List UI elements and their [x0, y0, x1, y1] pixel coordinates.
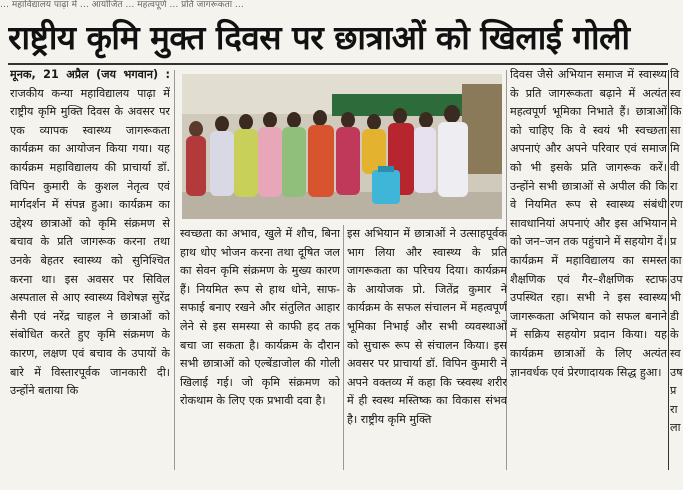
- group-photo: [182, 74, 502, 219]
- group-photo-icon: [182, 74, 502, 219]
- article-text: राजकीय कन्या महाविद्यालय पाढ़ा में राष्ट्रीय कृमि मुक्ति दिवस के अवसर पर एक व्यापक स्वास्थ्य जागरूकता कार्यक्रम का आयोजन किया गया। यह कार्यक्रम महाविद्यालय की प्राचार्या डॉ. विपिन कुमारी के कुशल नेतृत्व एवं मार्गदर्शन में संपन्न हुआ। कार्यक्रम का उद्देश्य छात्राओं को कृमि संक्रमण से बचाव के प्रति जागरूक करना तथा उनके बेहतर स्वास्थ्य को सुनिश्चित करना था। इस अवसर पर सिविल अस्पताल से आए स्वास्थ्य विशेषज्ञ सुरेंद्र सैनी एवं नरेंद्र चाहल ने छात्राओं को संबोधित करते हुए कृमि संक्रमण के कारण, लक्षण एवं बचाव के उपायों के बारे में विस्तारपूर्वक जानकारी दी। उन्होंने बताया कि: [10, 86, 170, 398]
- fragment-line: के: [670, 328, 679, 342]
- article-column-3: इस अभियान में छात्राओं ने उत्साहपूर्वक भाग लिया और स्वास्थ्य के प्रति जागरूकता का परिचय दिया। कार्यक्रम के आयोजक प्रो. जितेंद्र कुमार ने कार्यक्रम के सफल संचालन में महत्वपूर्ण भूमिका निभाई और सभी व्यवस्थाओं को सुचारू रूप से संचालन किया। इस अवसर पर प्राचार्या डॉ. विपिन कुमारी ने अपने वक्तव्य में कहा कि च्स्वस्थ शरीर में ही स्वस्थ मस्तिष्क का विकास संभव है। राष्ट्रीय कृमि मुक्ति: [347, 227, 507, 426]
- fragment-line: प्र: [670, 384, 677, 398]
- adjacent-article-fragments: [670, 66, 683, 476]
- fragment-line: स्व: [670, 86, 681, 100]
- fragment-line: वी: [670, 160, 680, 174]
- fragment-line: उष: [670, 365, 683, 379]
- article-column-2: स्वच्छता का अभाव, खुले में शौच, बिना हाथ धोए भोजन करना तथा दूषित जल का सेवन कृमि संक्रमण के मुख्य कारण हैं। नियमित रूप से हाथ धोने, साफ-सफाई बनाए रखने और संतुलित आहार लेने से इस समस्या से काफी हद तक बचा जा सकता है। कार्यक्रम के दौरान सभी छात्राओं को एल्बेंडाजोल की गोली खिलाई गई। जो कृमि संक्रमण को रोकथाम के लिए एक प्रभावी दवा है।: [180, 227, 340, 408]
- fragment-line: डी: [670, 309, 679, 323]
- fragment-line: वि: [670, 68, 680, 81]
- fragment-line: रण: [670, 198, 683, 212]
- headline-rule: [8, 63, 668, 65]
- fragment-line: स्व: [670, 346, 681, 360]
- fragment-line: ला: [670, 421, 681, 435]
- fragment-line: भी: [670, 291, 681, 305]
- previous-article-strip: … महाविद्यालय पाढ़ा में … आयोजित … महत्वपूर्ण … प्रति जागरूकता …: [0, 0, 244, 10]
- column-divider: [668, 70, 669, 470]
- fragment-line: कि: [670, 105, 682, 119]
- fragment-line: रा: [670, 179, 678, 193]
- fragment-line: मे: [670, 216, 677, 230]
- article-column-4: दिवस जैसे अभियान समाज में स्वास्थ्य के प्रति जागरूकता बढ़ाने में अत्यंत महत्वपूर्ण भूमिका निभाते हैं। छात्राओं को चाहिए कि वे स्वयं भी स्वच्छता अपनाएं और अपने परिवार एवं समाज को भी इसके प्रति जागरूक करें। उन्होंने सभी छात्राओं से अपील की कि वे नियमित रूप से स्वास्थ्य संबंधी सावधानियां अपनाएं और इस अभियान को जन–जन तक पहुंचाने में सहयोग दें। कार्यक्रम में महाविद्यालय का समस्त शैक्षणिक एवं गैर–शैक्षणिक स्टाफ उपस्थित रहा। सभी ने इस स्वास्थ्य जागरूकता अभियान को सफल बनाने में सक्रिय सहयोग प्रदान किया। यह कार्यक्रम छात्राओं के लिए अत्यंत ज्ञानवर्धक एवं प्रेरणादायक सिद्ध हुआ।: [510, 68, 667, 379]
- fragment-line: मि: [670, 142, 680, 156]
- article-column-1: [10, 66, 170, 476]
- fragment-line: प्र: [670, 235, 677, 249]
- dateline: मूनक, 21 अप्रैल (जय भगवान) :: [10, 68, 170, 81]
- fragment-line: सा: [670, 123, 681, 137]
- page-title: राष्ट्रीय कृमि मुक्त दिवस पर छात्राओं को खिलाई गोली: [8, 18, 630, 57]
- fragment-line: रा: [670, 402, 678, 416]
- column-divider: [343, 225, 344, 470]
- fragment-line: का: [670, 253, 682, 267]
- fragment-line: उप: [670, 272, 683, 286]
- column-divider: [174, 70, 175, 470]
